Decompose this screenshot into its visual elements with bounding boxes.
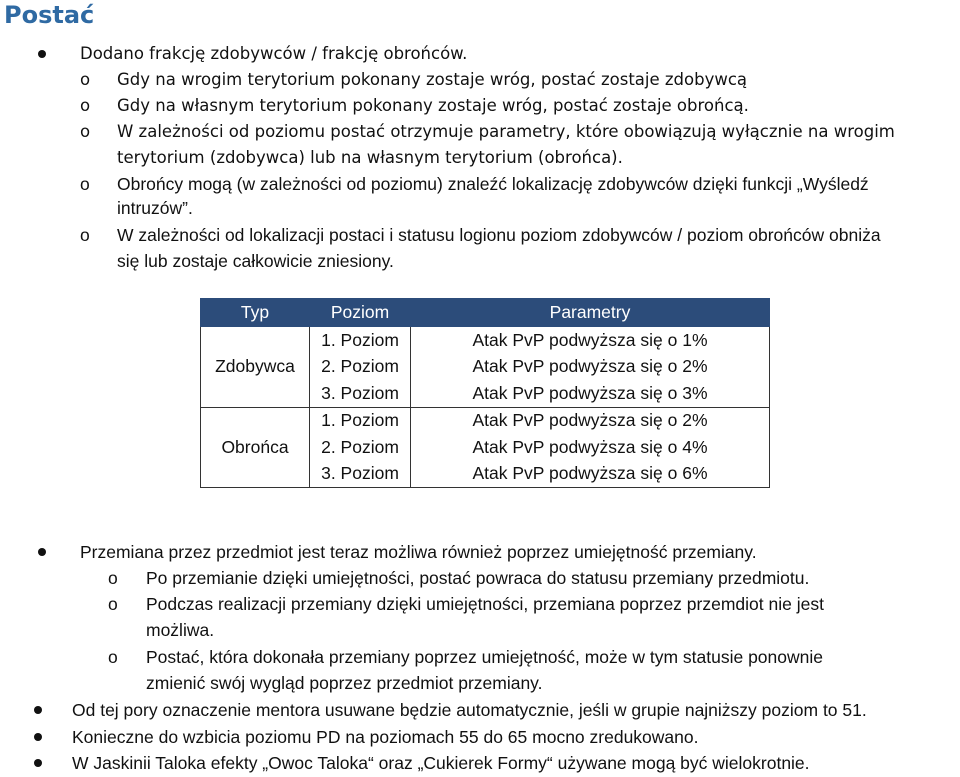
level-cell: 2. Poziom	[310, 434, 411, 461]
section2-sub3-line2: zmienić swój wygląd poprzez przedmiot przemiany.	[146, 673, 543, 693]
bullet-dot	[34, 733, 42, 741]
section2-sub2-line2: możliwa.	[146, 620, 215, 640]
section1-sub3-line1: W zależności od poziomu postać otrzymuje parametry, które obowiązują wyłącznie na wrogim	[117, 122, 895, 141]
section1-sub4-line1: Obrońcy mogą (w zależności od poziomu) znaleźć lokalizację zdobywców dzięki funkcji „Wyśledź	[117, 174, 869, 194]
page-title: Postać	[4, 1, 95, 29]
sub-bullet: o	[108, 568, 118, 588]
sub-bullet: o	[80, 174, 90, 194]
bullet-dot	[38, 50, 46, 58]
bullet-dot	[38, 548, 46, 556]
section1-sub5-line1: W zależności od lokalizacji postaci i statusu logionu poziom zdobywców / poziom obrońców obniża	[117, 225, 881, 245]
parameter-cell: Atak PvP podwyższa się o 4%	[411, 434, 770, 461]
level-cell: 1. Poziom	[310, 407, 411, 434]
sub-bullet: o	[80, 96, 91, 115]
parameters-table	[200, 298, 770, 488]
sub-bullet: o	[108, 647, 118, 667]
parameter-cell: Atak PvP podwyższa się o 3%	[411, 380, 770, 407]
bullet-item: Konieczne do wzbicia poziomu PD na poziomach 55 do 65 mocno zredukowano.	[72, 727, 699, 747]
bullet-item: Od tej pory oznaczenie mentora usuwane będzie automatycznie, jeśli w grupie najniższy poziom to 51.	[72, 700, 867, 720]
table-row	[201, 407, 770, 434]
level-cell: 2. Poziom	[310, 354, 411, 381]
section2-sub2-line1: Podczas realizacji przemiany dzięki umiejętności, przemiana poprzez przemdiot nie jest	[146, 594, 824, 614]
section1-sub2: Gdy na własnym terytorium pokonany zostaje wróg, postać zostaje obrońcą.	[117, 96, 749, 115]
sub-bullet: o	[80, 225, 90, 245]
sub-bullet: o	[80, 122, 91, 141]
type-cell: Obrońca	[201, 407, 310, 488]
parameter-cell: Atak PvP podwyższa się o 6%	[411, 461, 770, 488]
section1-sub3-line2: terytorium (zdobywca) lub na własnym terytorium (obrońca).	[117, 148, 623, 167]
sub-bullet: o	[108, 594, 118, 614]
table-header-row	[201, 299, 770, 327]
bullet-dot	[34, 706, 42, 714]
section1-sub4-line2: intruzów”.	[117, 198, 193, 218]
header-level: Poziom	[310, 299, 411, 327]
parameter-cell: Atak PvP podwyższa się o 2%	[411, 407, 770, 434]
section2-sub1: Po przemianie dzięki umiejętności, postać powraca do statusu przemiany przedmiotu.	[146, 568, 810, 588]
sub-bullet: o	[80, 70, 91, 89]
level-cell: 3. Poziom	[310, 380, 411, 407]
header-type: Typ	[201, 299, 310, 327]
section1-sub5-line2: się lub zostaje całkowicie zniesiony.	[117, 251, 394, 271]
header-parameters: Parametry	[411, 299, 770, 327]
type-cell: Zdobywca	[201, 327, 310, 408]
level-cell: 1. Poziom	[310, 327, 411, 354]
table-row	[201, 327, 770, 354]
bullet-item: W Jaskinii Taloka efekty „Owoc Taloka“ oraz „Cukierek Formy“ używane mogą być wielokrotnie.	[72, 753, 810, 773]
section1-sub1: Gdy na wrogim terytorium pokonany zostaje wróg, postać zostaje zdobywcą	[117, 70, 748, 89]
section1-main: Dodano frakcję zdobywców / frakcję obrońców.	[80, 44, 468, 63]
section2-sub3-line1: Postać, która dokonała przemiany poprzez umiejętność, może w tym statusie ponownie	[146, 647, 823, 667]
section2-main: Przemiana przez przedmiot jest teraz możliwa również poprzez umiejętność przemiany.	[80, 542, 757, 562]
level-cell: 3. Poziom	[310, 461, 411, 488]
bullet-dot	[34, 759, 42, 767]
parameter-cell: Atak PvP podwyższa się o 1%	[411, 327, 770, 354]
parameter-cell: Atak PvP podwyższa się o 2%	[411, 354, 770, 381]
